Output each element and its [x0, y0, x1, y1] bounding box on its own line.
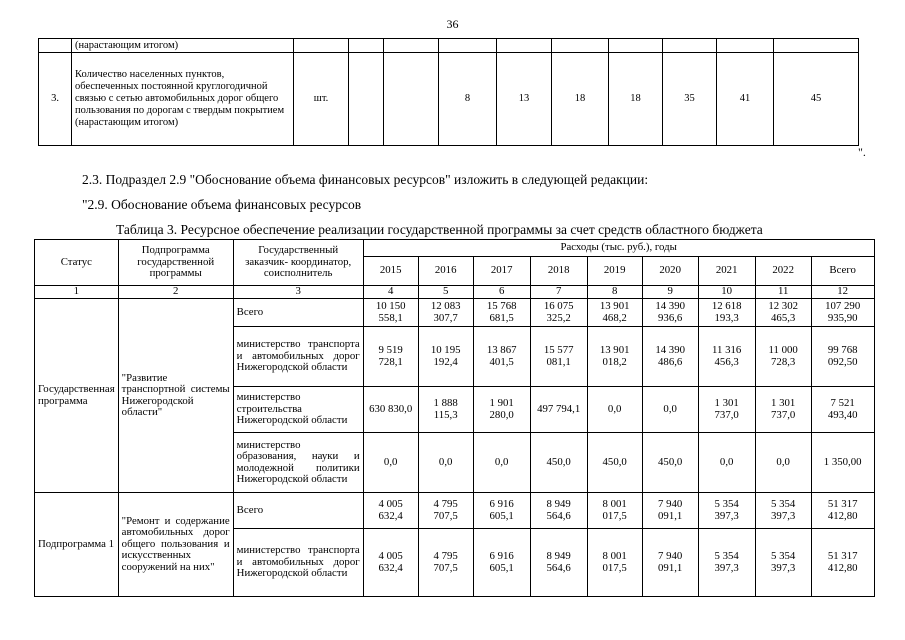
value-cell: 15 577 081,1 [530, 327, 587, 387]
value-cell: 10 195 192,4 [418, 327, 473, 387]
value-cell: 450,0 [587, 433, 642, 493]
value-cell: 107 290 935,90 [811, 299, 874, 327]
value-cell: 4 795 707,5 [418, 493, 473, 529]
value-cell: 0,0 [418, 433, 473, 493]
indicator-value: 13 [497, 53, 552, 146]
value-cell: 7 940 091,1 [642, 529, 698, 597]
header-customer: Государственный заказчик- координатор, соисполнитель [233, 240, 363, 286]
header-year: 2020 [642, 257, 698, 286]
value-cell: 1 350,00 [811, 433, 874, 493]
value-cell: 13 867 401,5 [473, 327, 530, 387]
indicator-value: 45 [774, 53, 859, 146]
indicator-row-text: (нарастающим итогом) [72, 39, 294, 53]
header-total: Всего [811, 257, 874, 286]
executor-cell: Всего [233, 299, 363, 327]
indicator-value: 41 [717, 53, 774, 146]
indicator-value: 18 [609, 53, 663, 146]
value-cell: 5 354 397,3 [698, 493, 755, 529]
executor-cell: министерство строительства Нижегородской области [233, 387, 363, 433]
value-cell: 0,0 [587, 387, 642, 433]
executor-cell: министерство транспорта и автомобильных дорог Нижегородской области [233, 327, 363, 387]
column-number: 2 [118, 286, 233, 299]
status-cell: Государственная программа [35, 299, 119, 493]
value-cell: 15 768 681,5 [473, 299, 530, 327]
value-cell: 12 302 465,3 [755, 299, 811, 327]
value-cell: 4 005 632,4 [363, 493, 418, 529]
value-cell: 0,0 [473, 433, 530, 493]
indicator-value [349, 53, 384, 146]
table-caption: Таблица 3. Ресурсное обеспечение реализации государственной программы за счет средств областного бюджета [116, 222, 763, 237]
indicator-row-num: 3. [39, 53, 72, 146]
value-cell: 12 618 193,3 [698, 299, 755, 327]
value-cell: 7 521 493,40 [811, 387, 874, 433]
column-number: 8 [587, 286, 642, 299]
indicator-row-text: Количество населенных пунктов, обеспеченных постоянной круглогодичной связью с сетью автомобильных дорог общего пользования по дорогам с твердым покрытием (нарастающим итогом) [72, 53, 294, 146]
value-cell: 9 519 728,1 [363, 327, 418, 387]
header-year: 2018 [530, 257, 587, 286]
indicator-row-num [39, 39, 72, 53]
indicators-table-fragment [38, 38, 859, 146]
section-heading: "2.9. Обоснование объема финансовых ресурсов [82, 197, 362, 212]
resource-table [34, 239, 875, 597]
status-cell: Подпрограмма 1 [35, 493, 119, 597]
value-cell: 0,0 [363, 433, 418, 493]
value-cell: 11 000 728,3 [755, 327, 811, 387]
value-cell: 1 901 280,0 [473, 387, 530, 433]
header-year: 2017 [473, 257, 530, 286]
column-number: 6 [473, 286, 530, 299]
column-number: 11 [755, 286, 811, 299]
value-cell: 13 901 018,2 [587, 327, 642, 387]
column-number: 3 [233, 286, 363, 299]
subprogram-cell: "Развитие транспортной системы Нижегородской области" [118, 299, 233, 493]
header-year: 2022 [755, 257, 811, 286]
indicator-value: 8 [439, 53, 497, 146]
value-cell: 497 794,1 [530, 387, 587, 433]
column-number: 7 [530, 286, 587, 299]
value-cell: 450,0 [642, 433, 698, 493]
value-cell: 8 001 017,5 [587, 493, 642, 529]
header-status: Статус [35, 240, 119, 286]
value-cell: 630 830,0 [363, 387, 418, 433]
value-cell: 11 316 456,3 [698, 327, 755, 387]
value-cell: 8 949 564,6 [530, 529, 587, 597]
header-expenses: Расходы (тыс. руб.), годы [363, 240, 874, 257]
value-cell: 12 083 307,7 [418, 299, 473, 327]
indicator-value: 18 [552, 53, 609, 146]
closing-quote: ". [858, 145, 866, 159]
value-cell: 0,0 [642, 387, 698, 433]
indicator-unit: шт. [294, 53, 349, 146]
indicator-value: 35 [663, 53, 717, 146]
value-cell: 1 888 115,3 [418, 387, 473, 433]
indicator-value [384, 53, 439, 146]
value-cell: 8 949 564,6 [530, 493, 587, 529]
column-number: 9 [642, 286, 698, 299]
value-cell: 450,0 [530, 433, 587, 493]
value-cell: 13 901 468,2 [587, 299, 642, 327]
executor-cell: министерство образования, науки и молодежной политики Нижегородской области [233, 433, 363, 493]
amendment-paragraph: 2.3. Подраздел 2.9 "Обоснование объема финансовых ресурсов" изложить в следующей редакции: [82, 172, 649, 187]
value-cell: 10 150 558,1 [363, 299, 418, 327]
header-year: 2016 [418, 257, 473, 286]
header-year: 2015 [363, 257, 418, 286]
header-year: 2019 [587, 257, 642, 286]
value-cell: 0,0 [755, 433, 811, 493]
header-subprogram: Подпрограмма государственной программы [118, 240, 233, 286]
value-cell: 5 354 397,3 [698, 529, 755, 597]
value-cell: 0,0 [698, 433, 755, 493]
header-year: 2021 [698, 257, 755, 286]
value-cell: 8 001 017,5 [587, 529, 642, 597]
column-number: 4 [363, 286, 418, 299]
value-cell: 51 317 412,80 [811, 529, 874, 597]
value-cell: 7 940 091,1 [642, 493, 698, 529]
value-cell: 51 317 412,80 [811, 493, 874, 529]
value-cell: 6 916 605,1 [473, 493, 530, 529]
executor-cell: министерство транспорта и автомобильных дорог Нижегородской области [233, 529, 363, 597]
value-cell: 1 301 737,0 [755, 387, 811, 433]
column-number: 10 [698, 286, 755, 299]
value-cell: 14 390 486,6 [642, 327, 698, 387]
value-cell: 5 354 397,3 [755, 493, 811, 529]
value-cell: 1 301 737,0 [698, 387, 755, 433]
value-cell: 4 005 632,4 [363, 529, 418, 597]
column-number: 5 [418, 286, 473, 299]
value-cell: 99 768 092,50 [811, 327, 874, 387]
column-number: 1 [35, 286, 119, 299]
column-number: 12 [811, 286, 874, 299]
value-cell: 14 390 936,6 [642, 299, 698, 327]
value-cell: 16 075 325,2 [530, 299, 587, 327]
page-number: 36 [446, 17, 459, 31]
value-cell: 6 916 605,1 [473, 529, 530, 597]
subprogram-cell: "Ремонт и содержание автомобильных дорог общего пользования и искусственных сооружений на них" [118, 493, 233, 597]
executor-cell: Всего [233, 493, 363, 529]
value-cell: 4 795 707,5 [418, 529, 473, 597]
value-cell: 5 354 397,3 [755, 529, 811, 597]
